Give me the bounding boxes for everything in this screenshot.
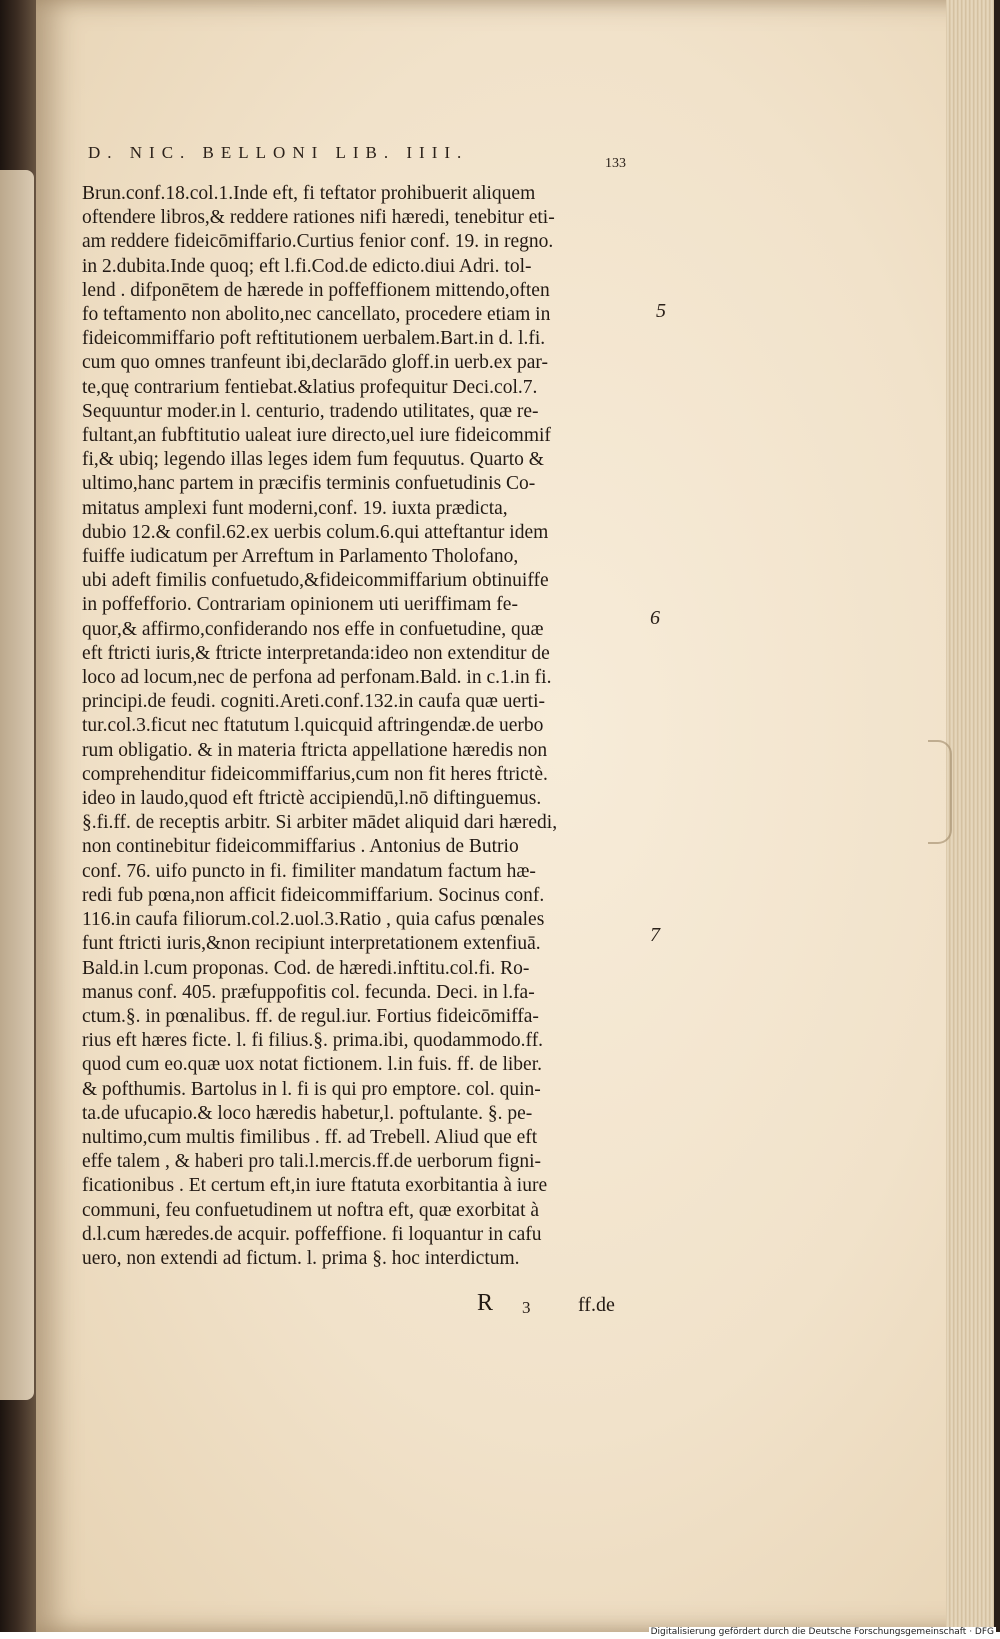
text-line: principi.de feudi. cogniti.Areti.conf.132.in caufa quæ uerti- [82, 691, 545, 713]
text-line: manus conf. 405. præfuppofitis col. fecunda. Deci. in l.fa- [82, 981, 535, 1003]
text-line: 116.in caufa filiorum.col.2.uol.3.Ratio , quia cafus pœnales [82, 909, 545, 931]
text-line: Brun.conf.18.col.1.Inde eft, fi teftator prohibuerit aliquem [82, 183, 536, 204]
text-line: loco ad locum,nec de perfona ad perfonam.Bald. in c.1.in fi. [82, 667, 552, 689]
text-line: ubi adeft fimilis confuetudo,&fideicommiffarium obtinuiffe [82, 570, 549, 592]
text-line: tur.col.3.ficut nec ftatutum l.quicquid aftringendæ.de uerbo [82, 715, 544, 737]
text-line: rius eft hæres ficte. l. fi filius.§. prima.ibi, quodammodo.ff. [82, 1030, 544, 1052]
text-line: funt ftricti iuris,&non recipiunt interpretationem extenfiuā. [82, 933, 541, 955]
signature-number: 3 [522, 1298, 531, 1317]
text-line: communi, feu confuetudinem ut noftra eft, quæ exorbitat à [82, 1199, 540, 1221]
catchword: ff.de [578, 1294, 615, 1316]
text-line: ideo in laudo,quod eft ftrictè accipiendū,l.nō diftinguemus. [82, 788, 542, 810]
folio-number: 133 [605, 156, 626, 171]
page-fore-edge [946, 0, 994, 1632]
facing-page-edge [0, 170, 34, 1400]
text-line: Bald.in l.cum proponas. Cod. de hæredi.inftitu.col.fi. Ro- [82, 957, 530, 979]
signature-mark: R [477, 1290, 494, 1316]
text-line: fo teftamento non abolito,nec cancellato, procedere etiam in [82, 304, 551, 326]
text-line: Sequuntur moder.in l. centurio, tradendo utilitates, quæ re- [82, 400, 539, 422]
text-line: fuiffe iudicatum per Arreftum in Parlamento Tholofano, [82, 546, 519, 568]
margin-number-6: 6 [650, 607, 660, 629]
text-line: fultant,an fubftitutio ualeat iure directo,uel iure fideicommif [82, 425, 551, 447]
text-line: te,quę contrarium fentiebat.&latius profequitur Deci.col.7. [82, 376, 538, 398]
text-line: quor,& affirmo,confiderando nos effe in confuetudine, quæ [82, 618, 544, 640]
text-line: cum quo omnes tranfeunt ibi,declarādo gloff.in uerb.ex par- [82, 352, 549, 374]
dfg-credit: Digitalisierung gefördert durch die Deutsche Forschungsgemeinschaft · DFG [650, 1627, 994, 1637]
text-line: fideicommiffario poft reftitutionem uerbalem.Bart.in d. l.fi. [82, 328, 546, 350]
text-line: nultimo,cum multis fimilibus . ff. ad Trebell. Aliud que eft [82, 1126, 538, 1148]
text-line: lend . difponētem de hærede in poffeffionem mittendo,often [82, 279, 550, 301]
margin-number-5: 5 [656, 300, 666, 322]
text-line: ta.de ufucapio.& loco hæredis habetur,l. poftulante. §. pe- [82, 1102, 533, 1124]
text-line: in 2.dubita.Inde quoq; eft l.fi.Cod.de edicto.diui Adri. tol- [82, 255, 532, 277]
margin-number-7: 7 [650, 924, 660, 946]
text-line: fi,& ubiq; legendo illas leges idem fum fequutus. Quarto & [82, 449, 544, 471]
text-line: conf. 76. uifo puncto in fi. fimiliter mandatum factum hæ- [82, 860, 536, 882]
text-line: quod cum eo.quæ uox notat fictionem. l.in fuis. ff. de liber. [82, 1054, 542, 1076]
text-line: mitatus amplexi funt moderni,conf. 19. iuxta prædicta, [82, 497, 508, 519]
text-line: rum obligatio. & in materia ftricta appellatione hæredis non [82, 739, 548, 761]
text-line: d.l.cum hæredes.de acquir. poffeffione. fi loquantur in cafu [82, 1223, 542, 1245]
running-title: D. NIC. BELLONI LIB. IIII. [88, 143, 469, 162]
text-line: eft ftricti iuris,& ftricte interpretanda:ideo non extenditur de [82, 642, 550, 664]
text-line: ultimo,hanc partem in præcifis terminis confuetudinis Co- [82, 473, 536, 495]
page-clip [928, 740, 952, 844]
text-line: redi fub pœna,non afficit fideicommiffarium. Socinus conf. [82, 884, 545, 906]
body-text [82, 182, 648, 1271]
text-line: uero, non extendi ad fictum. l. prima §. hoc interdictum. [82, 1247, 520, 1269]
text-line: & pofthumis. Bartolus in l. fi is qui pro emptore. col. quin- [82, 1078, 541, 1100]
text-line: dubio 12.& confil.62.ex uerbis colum.6.qui atteftantur idem [82, 521, 549, 543]
text-line: comprehenditur fideicommiffarius,cum non fit heres ftrictè. [82, 763, 548, 785]
text-line: oftendere libros,& reddere rationes nifi hæredi, tenebitur eti- [82, 207, 555, 229]
text-line: §.fi.ff. de receptis arbitr. Si arbiter mādet aliquid dari hæredi, [82, 812, 558, 834]
text-line: in poffefforio. Contrariam opinionem uti ueriffimam fe- [82, 594, 518, 616]
text-line: ctum.§. in pœnalibus. ff. de regul.iur. Fortius fideicōmiffa- [82, 1005, 539, 1027]
text-line: ficationibus . Et certum eft,in iure ftatuta exorbitantia à iure [82, 1175, 548, 1197]
text-line: non continebitur fideicommiffarius . Antonius de Butrio [82, 836, 519, 858]
text-line: am reddere fideicōmiffario.Curtius fenior conf. 19. in regno. [82, 231, 554, 253]
text-line: effe talem , & haberi pro tali.l.mercis.ff.de uerborum figni- [82, 1151, 541, 1173]
